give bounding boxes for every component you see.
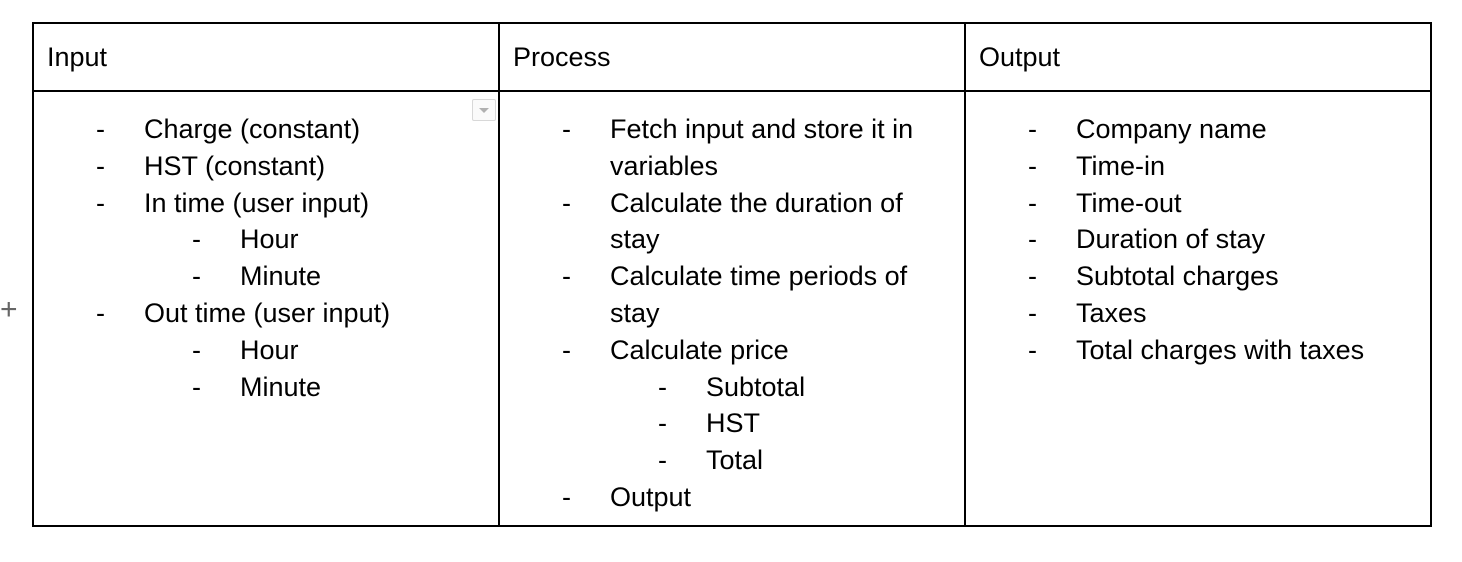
- process-list-item-text: Output: [610, 481, 692, 512]
- process-list-item-text: Calculate price: [610, 334, 789, 365]
- bullet-dash: -: [96, 297, 105, 328]
- bullet-dash: -: [1028, 224, 1037, 255]
- input-list-item: [34, 369, 498, 406]
- output-list-item: [966, 332, 1430, 369]
- process-list-item-text: Total: [706, 445, 764, 476]
- input-list-item: [34, 332, 498, 369]
- input-list-item-text: Charge (constant): [144, 114, 361, 144]
- bullet-dash: -: [96, 150, 105, 181]
- input-cell[interactable]: [33, 91, 499, 526]
- input-list-item: [34, 185, 498, 222]
- bullet-dash: -: [192, 224, 201, 255]
- ipo-table: [32, 22, 1432, 527]
- input-list-item-text: Hour: [240, 224, 299, 255]
- output-list-item-text: Company name: [1076, 114, 1267, 144]
- bullet-dash: -: [1028, 297, 1037, 328]
- bullet-dash: -: [192, 371, 201, 402]
- output-list: [966, 92, 1430, 369]
- process-list-item-text: Fetch input and store it in: [610, 114, 914, 144]
- process-list-item-text: variables: [610, 150, 719, 181]
- process-list-item: [500, 332, 964, 369]
- bullet-dash: -: [658, 371, 667, 402]
- process-list-item: [500, 221, 964, 258]
- process-list-item: [500, 369, 964, 406]
- bullet-dash: -: [96, 114, 105, 144]
- bullet-dash: -: [562, 481, 571, 512]
- process-list-item-text: stay: [610, 297, 660, 328]
- bullet-dash: -: [562, 261, 571, 292]
- input-list-item: [34, 295, 498, 332]
- input-list-item-text: HST (constant): [144, 150, 326, 181]
- process-cell[interactable]: [499, 91, 965, 526]
- input-list-item: [34, 258, 498, 295]
- input-list-item: [34, 221, 498, 258]
- output-list-item: [966, 111, 1430, 148]
- header-output[interactable]: Output: [965, 23, 1431, 91]
- bullet-dash: -: [1028, 114, 1037, 144]
- output-list-item-text: Taxes: [1076, 297, 1147, 328]
- process-list-item: [500, 479, 964, 516]
- output-list-item: [966, 185, 1430, 222]
- input-list-item-text: Hour: [240, 334, 299, 365]
- process-list-item: [500, 258, 964, 295]
- body-row: [33, 91, 1431, 526]
- output-list-item-text: Time-out: [1076, 187, 1182, 218]
- process-list-item-text: HST: [706, 408, 760, 439]
- input-list-item-text: In time (user input): [144, 187, 370, 218]
- process-list-item: [500, 442, 964, 479]
- bullet-dash: -: [192, 334, 201, 365]
- process-list-item: [500, 295, 964, 332]
- bullet-dash: -: [562, 114, 571, 144]
- bullet-dash: -: [562, 334, 571, 365]
- header-input[interactable]: Input: [33, 23, 499, 91]
- input-list: [34, 92, 498, 405]
- header-process[interactable]: Process: [499, 23, 965, 91]
- process-list-item: [500, 405, 964, 442]
- output-list-item-text: Duration of stay: [1076, 224, 1266, 255]
- input-list-item-text: Out time (user input): [144, 297, 391, 328]
- output-list-item: [966, 258, 1430, 295]
- output-cell[interactable]: [965, 91, 1431, 526]
- output-list-item: [966, 295, 1430, 332]
- input-list-item-text: Minute: [240, 261, 322, 292]
- process-list-item: [500, 185, 964, 222]
- header-row: [33, 23, 1431, 91]
- process-list-item-text: Calculate time periods of: [610, 261, 908, 292]
- bullet-dash: -: [1028, 261, 1037, 292]
- input-list-item-text: Minute: [240, 371, 322, 402]
- process-list-item: [500, 148, 964, 185]
- output-list-item-text: Total charges with taxes: [1076, 334, 1365, 365]
- output-list-item: [966, 148, 1430, 185]
- add-row-button[interactable]: +: [0, 293, 18, 326]
- output-list-item-text: Time-in: [1076, 150, 1166, 181]
- bullet-dash: -: [192, 261, 201, 292]
- bullet-dash: -: [1028, 187, 1037, 218]
- input-list-item: [34, 148, 498, 185]
- output-list-item: [966, 221, 1430, 258]
- process-list-item-text: Calculate the duration of: [610, 187, 903, 218]
- process-list-item-text: Subtotal: [706, 371, 806, 402]
- process-list-item-text: stay: [610, 224, 660, 255]
- process-list: [500, 92, 964, 516]
- bullet-dash: -: [1028, 150, 1037, 181]
- output-list-item-text: Subtotal charges: [1076, 261, 1279, 292]
- process-list-item: [500, 111, 964, 148]
- bullet-dash: -: [562, 187, 571, 218]
- input-list-item: [34, 111, 498, 148]
- bullet-dash: -: [658, 445, 667, 476]
- bullet-dash: -: [658, 408, 667, 439]
- bullet-dash: -: [96, 187, 105, 218]
- bullet-dash: -: [1028, 334, 1037, 365]
